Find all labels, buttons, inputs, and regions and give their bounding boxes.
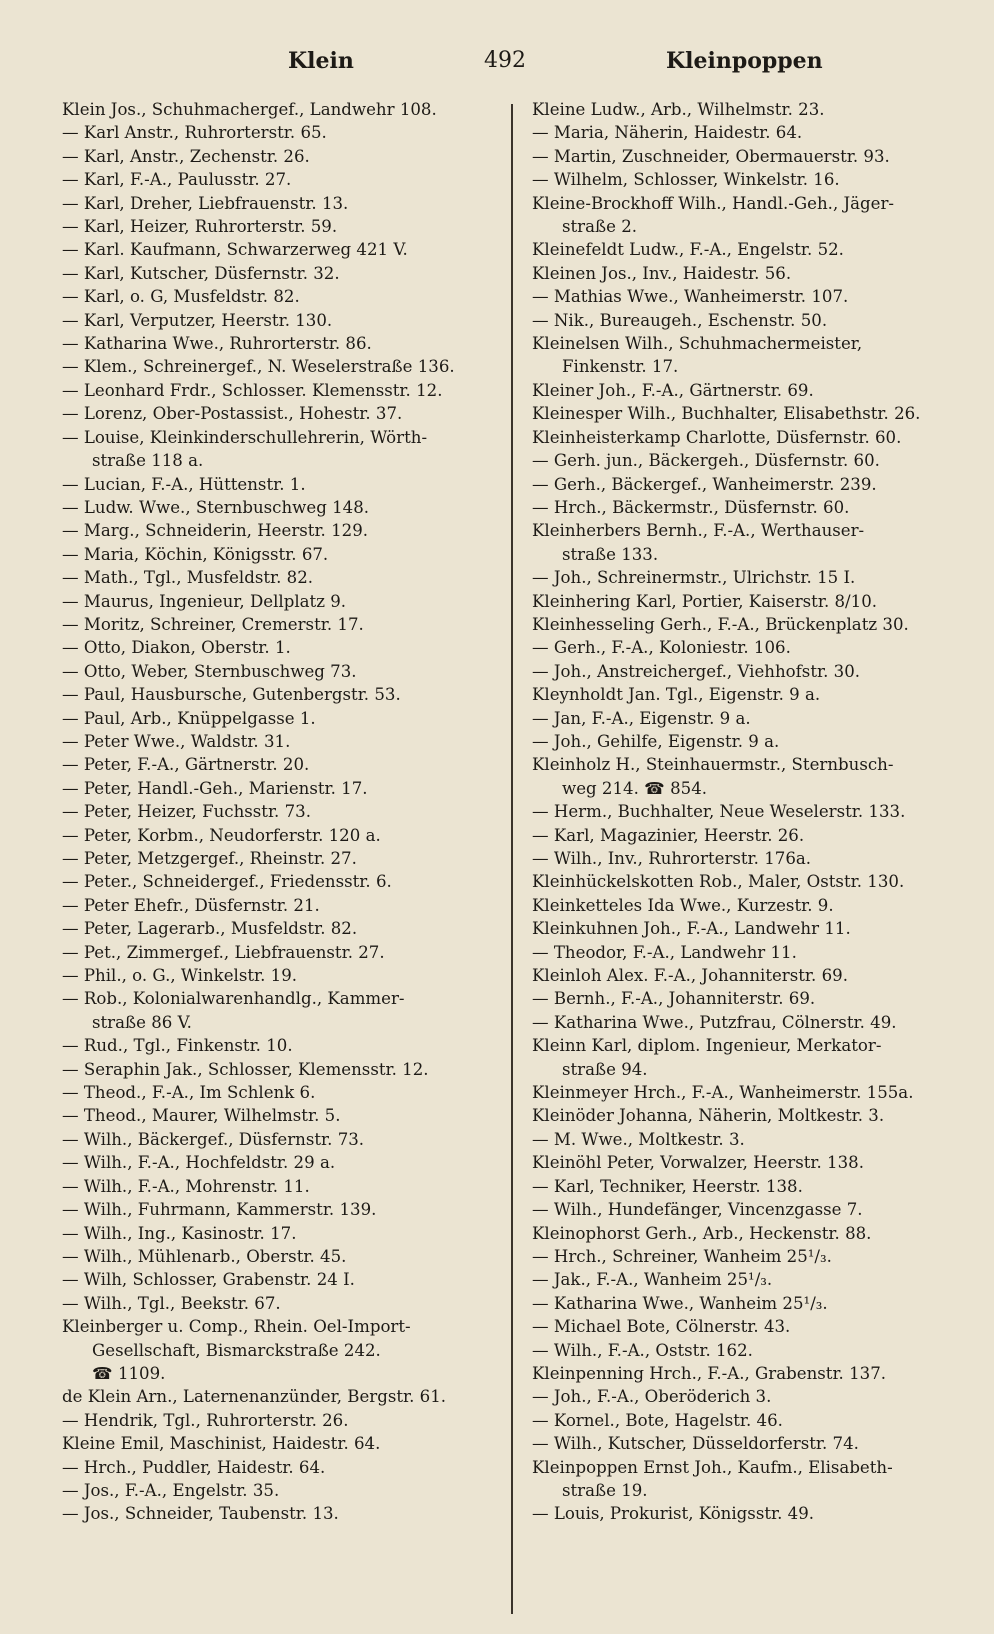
directory-entry: — Kornel., Bote, Hagelstr. 46. xyxy=(532,1410,783,1430)
directory-entry: Kleine Emil, Maschinist, Haidestr. 64. xyxy=(62,1434,381,1454)
directory-entry: Kleinhesseling Gerh., F.-A., Brückenplatz 30. xyxy=(532,614,909,634)
directory-entry: Kleinmeyer Hrch., F.-A., Wanheimerstr. 155a. xyxy=(532,1083,914,1103)
directory-entry: — Karl. Kaufmann, Schwarzerweg 421 V. xyxy=(62,240,408,260)
header-right-keyword: Kleinpoppen xyxy=(666,48,823,74)
directory-entry: — Otto, Weber, Sternbuschweg 73. xyxy=(62,661,357,681)
directory-entry: Kleine-Brockhoff Wilh., Handl.-Geh., Jäger- xyxy=(532,193,895,213)
directory-entry: — Peter, F.-A., Gärtnerstr. 20. xyxy=(62,755,310,775)
directory-entry: Kleinheisterkamp Charlotte, Düsfernstr. 60. xyxy=(532,427,902,447)
directory-entry: — Rud., Tgl., Finkenstr. 10. xyxy=(62,1036,293,1056)
directory-entry: Klein Jos., Schuhmachergef., Landwehr 108. xyxy=(62,100,437,119)
directory-entry: — Peter, Korbm., Neudorferstr. 120 a. xyxy=(62,825,381,845)
directory-entry: Kleinöder Johanna, Näherin, Moltkestr. 3. xyxy=(532,1106,885,1126)
directory-entry-continuation: straße 19. xyxy=(562,1480,648,1500)
directory-entry: — Katharina Wwe., Putzfrau, Cölnerstr. 49. xyxy=(532,1012,897,1032)
directory-entry: — Joh., Anstreichergef., Viehhofstr. 30. xyxy=(532,661,861,681)
directory-entry: — Karl, Techniker, Heerstr. 138. xyxy=(532,1176,803,1196)
directory-entry: — Karl, Kutscher, Düsfernstr. 32. xyxy=(62,263,340,283)
left-column xyxy=(62,98,510,1526)
directory-entry: — Peter., Schneidergef., Friedensstr. 6. xyxy=(62,872,392,892)
directory-entry: — Wilh., Mühlenarb., Oberstr. 45. xyxy=(62,1246,347,1266)
header-left-keyword: Klein xyxy=(288,48,354,74)
directory-entry: Kleinesper Wilh., Buchhalter, Elisabethstr. 26. xyxy=(532,404,921,424)
directory-entry: — Peter, Lagerarb., Musfeldstr. 82. xyxy=(62,919,358,939)
directory-entry: — Wilh., Tgl., Beekstr. 67. xyxy=(62,1293,281,1313)
directory-entry: Kleinberger u. Comp., Rhein. Oel-Import- xyxy=(62,1317,411,1337)
directory-entry: — Theod., F.-A., Im Schlenk 6. xyxy=(62,1083,316,1103)
directory-entry-continuation: straße 86 V. xyxy=(92,1012,192,1032)
directory-entry: — Wilh., F.-A., Oststr. 162. xyxy=(532,1340,753,1360)
directory-entry: — Moritz, Schreiner, Cremerstr. 17. xyxy=(62,614,364,634)
directory-entry: Kleinen Jos., Inv., Haidestr. 56. xyxy=(532,263,792,283)
directory-entry-continuation: straße 133. xyxy=(562,544,659,564)
directory-entry: — Theodor, F.-A., Landwehr 11. xyxy=(532,942,797,962)
directory-entry: Kleinefeldt Ludw., F.-A., Engelstr. 52. xyxy=(532,240,844,260)
directory-entry: — Leonhard Frdr., Schlosser. Klemensstr. 12. xyxy=(62,380,443,400)
directory-entry: — Peter Ehefr., Düsfernstr. 21. xyxy=(62,895,320,915)
directory-entry: — Joh., Schreinermstr., Ulrichstr. 15 I. xyxy=(532,568,856,588)
directory-entry: — Peter, Heizer, Fuchsstr. 73. xyxy=(62,802,312,822)
directory-entry: — Mathias Wwe., Wanheimerstr. 107. xyxy=(532,287,849,307)
directory-entry: — Gerh. jun., Bäckergeh., Düsfernstr. 60. xyxy=(532,451,880,471)
directory-entry: Kleiner Joh., F.-A., Gärtnerstr. 69. xyxy=(532,380,814,400)
directory-entry: — Bernh., F.-A., Johanniterstr. 69. xyxy=(532,989,816,1009)
directory-entry: — Martin, Zuschneider, Obermauerstr. 93. xyxy=(532,146,890,166)
directory-entry: de Klein Arn., Laternenanzünder, Bergstr. 61. xyxy=(62,1387,447,1407)
directory-entry: — Wilh., F.-A., Mohrenstr. 11. xyxy=(62,1176,310,1196)
directory-entry: Kleinpoppen Ernst Joh., Kaufm., Elisabeth- xyxy=(532,1457,893,1477)
directory-entry: — Wilh., Inv., Ruhrorterstr. 176a. xyxy=(532,849,812,868)
directory-entry: — Lucian, F.-A., Hüttenstr. 1. xyxy=(62,474,306,494)
directory-entry: — Paul, Arb., Knüppelgasse 1. xyxy=(62,708,316,728)
directory-entry-continuation: straße 118 a. xyxy=(92,451,204,471)
directory-entry: — Peter Wwe., Waldstr. 31. xyxy=(62,731,291,751)
directory-entry: Kleine Ludw., Arb., Wilhelmstr. 23. xyxy=(532,100,825,119)
directory-entry: — Peter, Handl.-Geh., Marienstr. 17. xyxy=(62,778,368,798)
directory-entry: — Phil., o. G., Winkelstr. 19. xyxy=(62,966,298,986)
directory-entry: Kleinholz H., Steinhauermstr., Sternbusch- xyxy=(532,755,894,775)
directory-entry: — Klem., Schreinergef., N. Weselerstraße 136. xyxy=(62,357,455,377)
directory-entry: — Wilh., Fuhrmann, Kammerstr. 139. xyxy=(62,1200,377,1220)
directory-entry: Kleinhückelskotten Rob., Maler, Oststr. 130. xyxy=(532,872,905,892)
directory-entry: Kleinketteles Ida Wwe., Kurzestr. 9. xyxy=(532,895,834,915)
directory-entry: Kleinn Karl, diplom. Ingenieur, Merkator- xyxy=(532,1036,882,1056)
directory-entry: — Paul, Hausbursche, Gutenbergstr. 53. xyxy=(62,685,401,705)
directory-entry: — Wilh., Bäckergef., Düsfernstr. 73. xyxy=(62,1129,365,1149)
directory-entry: — Hrch., Schreiner, Wanheim 25¹/₃. xyxy=(532,1246,832,1266)
directory-entry: — Rob., Kolonialwarenhandlg., Kammer- xyxy=(62,989,405,1009)
directory-entry-continuation: straße 94. xyxy=(562,1059,648,1079)
directory-entry: — Maria, Näherin, Haidestr. 64. xyxy=(532,123,803,143)
directory-entry-continuation: Gesellschaft, Bismarckstraße 242. xyxy=(92,1340,381,1360)
directory-entry: — Peter, Metzgergef., Rheinstr. 27. xyxy=(62,849,357,868)
directory-entry: — Wilh., Kutscher, Düsseldorferstr. 74. xyxy=(532,1434,859,1454)
directory-entry: — Joh., Gehilfe, Eigenstr. 9 a. xyxy=(532,731,780,751)
directory-entry-continuation: weg 214. ☎ 854. xyxy=(562,778,708,798)
directory-entry: Kleinkuhnen Joh., F.-A., Landwehr 11. xyxy=(532,919,851,939)
directory-entry: — Katharina Wwe., Wanheim 25¹/₃. xyxy=(532,1293,828,1313)
directory-entry: Kleinhering Karl, Portier, Kaiserstr. 8/10. xyxy=(532,591,878,611)
directory-entry: — Karl, F.-A., Paulusstr. 27. xyxy=(62,170,292,190)
directory-entry: — Maurus, Ingenieur, Dellplatz 9. xyxy=(62,591,347,611)
directory-entry: Kleinöhl Peter, Vorwalzer, Heerstr. 138. xyxy=(532,1153,865,1173)
directory-entry: Kleynholdt Jan. Tgl., Eigenstr. 9 a. xyxy=(532,685,821,705)
directory-entry: — Gerh., F.-A., Koloniestr. 106. xyxy=(532,638,791,658)
right-column xyxy=(532,98,972,1526)
directory-entry: — Wilh., Hundefänger, Vincenzgasse 7. xyxy=(532,1200,863,1220)
directory-entry: — Hendrik, Tgl., Ruhrorterstr. 26. xyxy=(62,1410,349,1430)
page-header xyxy=(0,48,994,88)
directory-entry: — Joh., F.-A., Oberöderich 3. xyxy=(532,1387,772,1407)
directory-entry: Kleinloh Alex. F.-A., Johanniterstr. 69. xyxy=(532,966,848,986)
directory-entry: — Otto, Diakon, Oberstr. 1. xyxy=(62,638,291,658)
directory-entry: — Karl, Heizer, Ruhrorterstr. 59. xyxy=(62,217,338,237)
directory-entry: — Ludw. Wwe., Sternbuschweg 148. xyxy=(62,497,370,517)
directory-entry: — Maria, Köchin, Königsstr. 67. xyxy=(62,544,329,564)
directory-entry: — Katharina Wwe., Ruhrorterstr. 86. xyxy=(62,334,372,354)
directory-entry: — Marg., Schneiderin, Heerstr. 129. xyxy=(62,521,369,541)
directory-entry: — Jos., F.-A., Engelstr. 35. xyxy=(62,1480,280,1500)
directory-entry-continuation: ☎ 1109. xyxy=(92,1363,166,1383)
directory-entry: — Karl, o. G, Musfeldstr. 82. xyxy=(62,287,300,307)
directory-entry: — Theod., Maurer, Wilhelmstr. 5. xyxy=(62,1106,341,1126)
directory-entry: — Hrch., Bäckermstr., Düsfernstr. 60. xyxy=(532,497,850,517)
directory-entry: — Karl, Anstr., Zechenstr. 26. xyxy=(62,146,310,166)
directory-entry: — Wilh., F.-A., Hochfeldstr. 29 a. xyxy=(62,1153,336,1173)
directory-entry: Kleinelsen Wilh., Schuhmachermeister, xyxy=(532,334,863,354)
directory-entry: — Wilh, Schlosser, Grabenstr. 24 I. xyxy=(62,1270,355,1290)
directory-entry: — Jan, F.-A., Eigenstr. 9 a. xyxy=(532,708,751,728)
directory-entry: — Nik., Bureaugeh., Eschenstr. 50. xyxy=(532,310,828,330)
directory-entry: — Wilhelm, Schlosser, Winkelstr. 16. xyxy=(532,170,840,190)
directory-entry: — Gerh., Bäckergef., Wanheimerstr. 239. xyxy=(532,474,877,494)
directory-entry: — Pet., Zimmergef., Liebfrauenstr. 27. xyxy=(62,942,385,962)
directory-entry: — Lorenz, Ober-Postassist., Hohestr. 37. xyxy=(62,404,403,424)
directory-entry-continuation: straße 2. xyxy=(562,217,638,237)
directory-entry: — Karl, Magazinier, Heerstr. 26. xyxy=(532,825,805,845)
directory-entry: — Seraphin Jak., Schlosser, Klemensstr. 12. xyxy=(62,1059,429,1079)
directory-entry: — Louise, Kleinkinderschullehrerin, Wörth- xyxy=(62,427,428,447)
directory-entry: — Wilh., Ing., Kasinostr. 17. xyxy=(62,1223,297,1243)
directory-entry: — Herm., Buchhalter, Neue Weselerstr. 133. xyxy=(532,802,906,822)
directory-entry: Kleinophorst Gerh., Arb., Heckenstr. 88. xyxy=(532,1223,872,1243)
directory-entry: — Karl, Dreher, Liebfrauenstr. 13. xyxy=(62,193,349,213)
directory-entry: — Karl, Verputzer, Heerstr. 130. xyxy=(62,310,333,330)
directory-entry: — Louis, Prokurist, Königsstr. 49. xyxy=(532,1504,815,1524)
directory-entry: — Michael Bote, Cölnerstr. 43. xyxy=(532,1317,791,1337)
directory-entry-continuation: Finkenstr. 17. xyxy=(562,357,679,377)
directory-entry: — Math., Tgl., Musfeldstr. 82. xyxy=(62,568,314,588)
directory-entry: — Jos., Schneider, Taubenstr. 13. xyxy=(62,1504,339,1524)
directory-entry: Kleinpenning Hrch., F.-A., Grabenstr. 137. xyxy=(532,1363,887,1383)
page-number: 492 xyxy=(484,48,526,73)
directory-entry: — Karl Anstr., Ruhrorterstr. 65. xyxy=(62,123,327,143)
column-divider xyxy=(511,104,513,1614)
directory-entry: — Hrch., Puddler, Haidestr. 64. xyxy=(62,1457,326,1477)
directory-entry: Kleinherbers Bernh., F.-A., Werthauser- xyxy=(532,521,865,541)
directory-entry: — M. Wwe., Moltkestr. 3. xyxy=(532,1129,745,1149)
directory-entry: — Jak., F.-A., Wanheim 25¹/₃. xyxy=(532,1270,773,1290)
